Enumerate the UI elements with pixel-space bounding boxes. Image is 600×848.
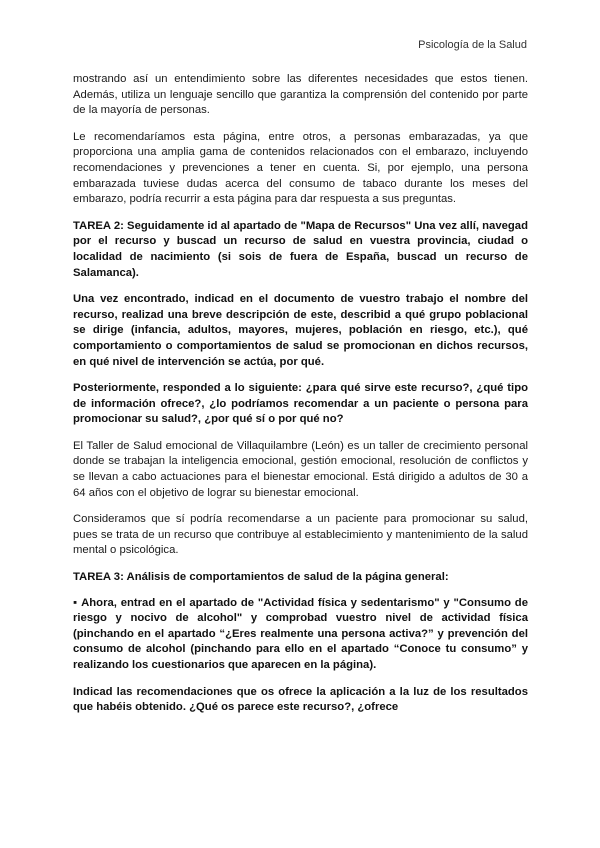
paragraph-resource-description-end: mostrando así un entendimiento sobre las diferentes necesidades que estos tienen. Además, utiliza un lenguaje sencillo que garantiza la comprensión del contenido por parte de la mayoría de personas. [73,73,528,117]
paragraph-recommendation: Le recomendaríamos esta página, entre otros, a personas embarazadas, ya que proporciona una amplia gama de contenidos relacionados con el embarazo, incluyendo recomendaciones y prevenciones a tener en cuenta. Si, por ejemplo, una persona embarazada tuviese dudas acerca del consumo de tabaco durante los meses del embarazo, podría recurrir a esta página para dar respuesta a sus preguntas. [73,130,528,206]
running-header: Psicología de la Salud [418,39,527,51]
task-3-questions: Indicad las recomendaciones que os ofrece la aplicación a la luz de los resultados que habéis obtenido. ¿Qué os parece este recurso?, ¿ofrece [73,685,528,714]
task-2-heading: TAREA 2: Seguidamente id al apartado de "Mapa de Recursos" Una vez allí, navegad por el recurso y buscad un recurso de salud en vuestra provincia, ciudad o localidad de nacimiento (si sois de fuera de España, buscad un recurso de Salamanca). [73,219,528,279]
task-3-heading: TAREA 3: Análisis de comportamientos de salud de la página general: [73,571,449,584]
task-2-questions: Posteriormente, responded a lo siguiente: ¿para qué sirve este recurso?, ¿qué tipo de información ofrece?, ¿lo podríamos recomendar a un paciente o persona para promocionar su salud?, ¿por qué sí o por qué no? [73,382,528,426]
task-3-bullet-instructions: ▪ Ahora, entrad en el apartado de "Actividad física y sedentarismo" y "Consumo de riesgo y nocivo de alcohol" y comprobad vuestro nivel de actividad física (pinchando en el apartado “¿Eres realmente una persona activa?” y prevención del consumo de alcohol (pinchando para ello en el apartado “Conoce tu consumo” y realizando los cuestionarios que aparecen en la página). [73,596,528,671]
task-2-instructions: Una vez encontrado, indicad en el documento de vuestro trabajo el nombre del recurso, realizad una breve descripción de este, describid a qué grupo poblacional se dirige (infancia, adultos, mayores, mujeres, población en riesgo, etc.), qué comportamiento o comportamientos de salud se promocionan en dichos recursos, en qué nivel de intervención se actúa, por qué. [73,293,528,368]
paragraph-taller-recommendation: Consideramos que sí podría recomendarse a un paciente para promocionar su salud, pues se trata de un recurso que contribuye al establecimiento y mantenimiento de la salud mental o psicológica. [73,513,528,557]
paragraph-taller-description: El Taller de Salud emocional de Villaquilambre (León) es un taller de crecimiento personal donde se trabajan la inteligencia emocional, gestión emocional, resolución de conflictos y se llevan a cabo actuaciones para el bienestar emocional. Está dirigido a adultos de 30 a 64 años con el objetivo de lograr su bienestar emocional. [73,439,528,499]
